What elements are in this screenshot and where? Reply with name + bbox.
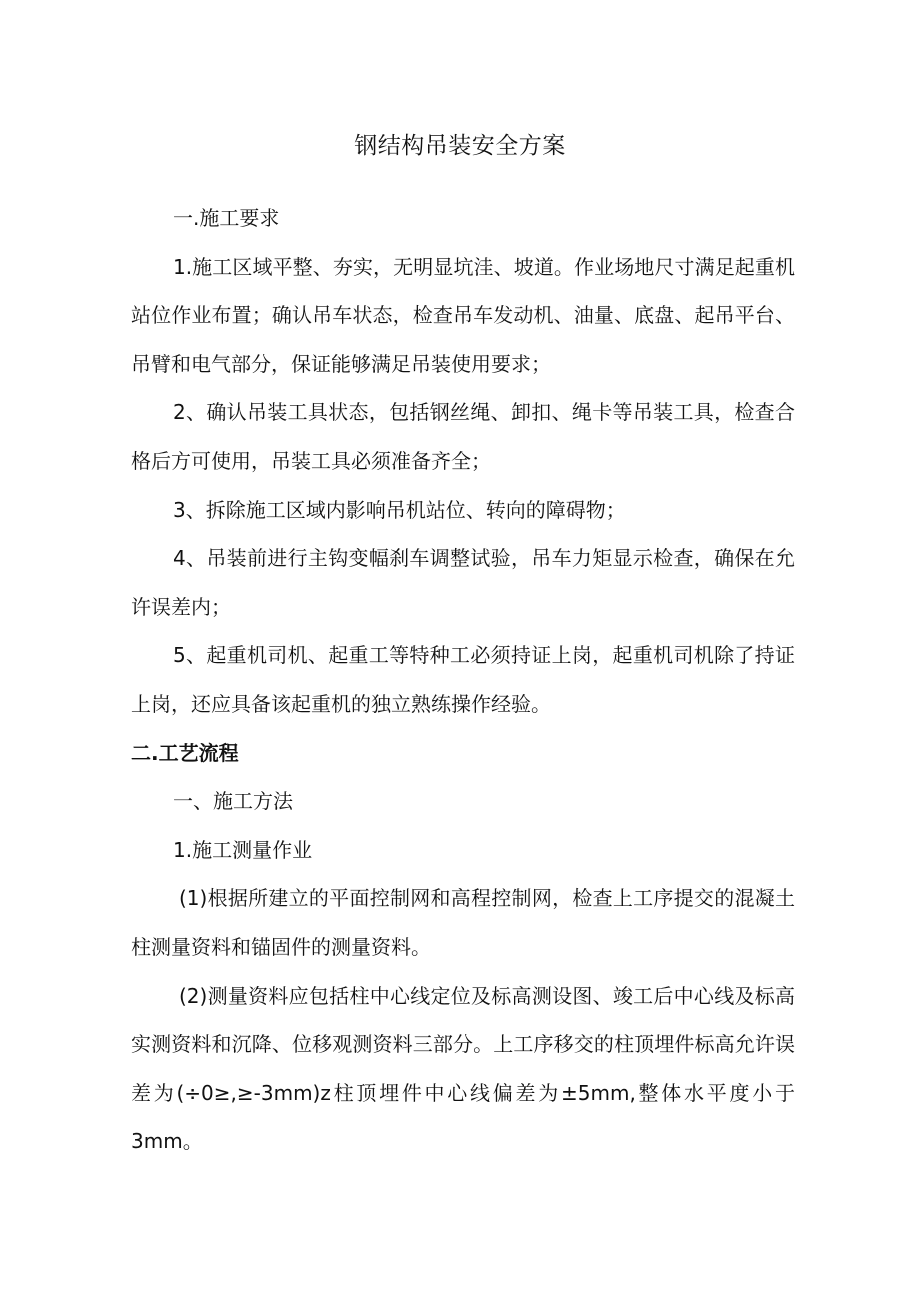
document-body [131,194,795,1166]
subsection-heading-method: 一、施工方法 [173,789,293,814]
paragraph-requirement-1: 1.施工区域平整、夯实，无明显坑洼、坡道。作业场地尺寸满足起重机站位作业布置；确认吊车状态，检查吊车发动机、油量、底盘、起吊平台、吊臂和电气部分，保证能够满足吊装使用要求； [131,254,795,376]
paragraph-requirement-5: 5、起重机司机、起重工等特种工必须持证上岗，起重机司机除了持证上岗，还应具备该起重机的独立熟练操作经验。 [131,643,795,716]
section-heading-requirements: 一.施工要求 [173,206,280,230]
paragraph-survey-1: (1)根据所建立的平面控制网和高程控制网，检查上工序提交的混凝土柱测量资料和锚固件的测量资料。 [131,886,795,959]
paragraph-requirement-2: 2、确认吊装工具状态，包括钢丝绳、卸扣、绳卡等吊装工具，检查合格后方可使用，吊装工具必须准备齐全； [131,400,795,473]
subsection-heading-survey: 1.施工测量作业 [173,837,313,862]
paragraph-requirement-4: 4、吊装前进行主钩变幅刹车调整试验，吊车力矩显示检查，确保在允许误差内； [131,546,795,619]
paragraph-requirement-3: 3、拆除施工区域内影响吊机站位、转向的障碍物； [173,497,626,522]
document-title: 钢结构吊装安全方案 [354,133,566,159]
paragraph-survey-2: (2)测量资料应包括柱中心线定位及标高测设图、竣工后中心线及标高实测资料和沉降、位移观测资料三部分。上工序移交的柱顶埋件标高允许误差为(÷0≥,≥-3mm)z柱顶埋件中心线偏差为±5mm,整体水平度小于3mm。 [131,983,795,1154]
section-heading-process: 二.工艺流程 [131,740,239,765]
